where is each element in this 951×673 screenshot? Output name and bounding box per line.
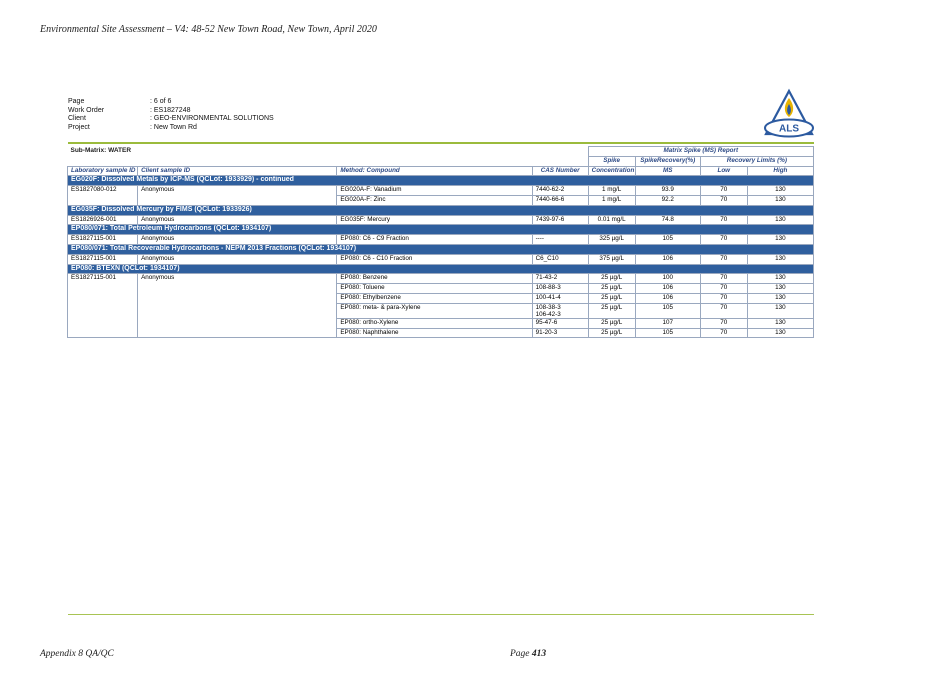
method-compound: EP080: Ethylbenzene <box>337 293 532 303</box>
header-divider <box>68 142 814 144</box>
footer-divider <box>68 614 814 615</box>
meta-key: Page <box>68 98 85 105</box>
section-title: EP080/071: Total Petroleum Hydrocarbons (QCLot: 1934107) <box>68 225 814 235</box>
spike-concentration: 1 mg/L <box>588 195 635 205</box>
spike-concentration: 25 µg/L <box>588 318 635 328</box>
section-title: EG035F: Dissolved Mercury by FIMS (QCLot: 1933926) <box>68 205 814 215</box>
table-row <box>68 235 814 245</box>
cas-number <box>532 328 588 338</box>
section-header-row <box>68 205 814 215</box>
cas-number <box>532 186 588 196</box>
cas-value-2: 106-42-3 <box>535 310 561 318</box>
col-ms: MS <box>635 166 700 176</box>
group-spike: Spike <box>588 156 635 166</box>
col-method-compound: Method: Compound <box>337 166 532 176</box>
meta-key: Work Order <box>68 106 105 114</box>
recovery-limit-low: 70 <box>700 254 747 264</box>
spike-recovery-ms: 105 <box>635 303 700 318</box>
client-sample-id: Anonymous <box>138 215 337 225</box>
report-meta <box>68 98 274 132</box>
meta-key: Client <box>68 115 86 123</box>
section-header-row <box>68 264 814 274</box>
method-compound: EG020A-F: Vanadium <box>337 186 532 196</box>
footer-appendix: Appendix 8 QA/QC <box>40 649 114 659</box>
table-row <box>68 254 814 264</box>
recovery-limit-high: 130 <box>747 318 813 328</box>
meta-value: : New Town Rd <box>150 123 197 131</box>
lab-sample-id: ES1827115-001 <box>68 235 138 245</box>
recovery-limit-high: 130 <box>747 303 813 318</box>
meta-row-client <box>68 115 274 124</box>
cas-value: 108-88-3 <box>535 284 561 292</box>
cas-number <box>532 215 588 225</box>
recovery-limit-high: 130 <box>747 293 813 303</box>
recovery-limit-low: 70 <box>700 195 747 205</box>
spike-recovery-ms: 105 <box>635 235 700 245</box>
cas-number <box>532 235 588 245</box>
spike-concentration: 375 µg/L <box>588 254 635 264</box>
recovery-limit-high: 130 <box>747 328 813 338</box>
spike-concentration: 1 mg/L <box>588 186 635 196</box>
meta-row-project <box>68 124 274 133</box>
recovery-limit-low: 70 <box>700 318 747 328</box>
spike-concentration: 25 µg/L <box>588 274 635 284</box>
cas-number <box>532 274 588 284</box>
method-compound: EP080: ortho-Xylene <box>337 318 532 328</box>
recovery-limit-low: 70 <box>700 235 747 245</box>
section-title: EP080/071: Total Recoverable Hydrocarbons - NEPM 2013 Fractions (QCLot: 1934107) <box>68 244 814 254</box>
spike-concentration: 25 µg/L <box>588 293 635 303</box>
section-header-row <box>68 244 814 254</box>
section-title: EG020F: Dissolved Metals by ICP-MS (QCLot: 1933929) - continued <box>68 176 814 186</box>
section-title: EP080: BTEXN (QCLot: 1934107) <box>68 264 814 274</box>
col-concentration: Concentration <box>588 166 635 176</box>
cas-number <box>532 195 588 205</box>
spike-recovery-ms: 106 <box>635 254 700 264</box>
lab-sample-id: ES1826926-001 <box>68 215 138 225</box>
sub-matrix-label: Sub-Matrix: WATER <box>70 146 132 154</box>
matrix-spike-table <box>67 146 814 338</box>
table-row <box>68 274 814 284</box>
meta-row-work-order <box>68 107 274 116</box>
group-recovery: SpikeRecovery(%) <box>635 156 700 166</box>
meta-value: : GEO-ENVIRONMENTAL SOLUTIONS <box>150 115 274 123</box>
recovery-limit-low: 70 <box>700 186 747 196</box>
cas-number <box>532 318 588 328</box>
col-lab-sample-id: Laboratory sample ID <box>68 166 138 176</box>
col-cas-number: CAS Number <box>532 166 588 176</box>
meta-value: : 6 of 6 <box>150 98 172 105</box>
cas-value: 71-43-2 <box>535 274 558 282</box>
meta-row-page <box>68 98 274 107</box>
cas-number <box>532 284 588 294</box>
cas-value: 7440-62-2 <box>535 186 565 194</box>
spike-recovery-ms: 93.9 <box>635 186 700 196</box>
spike-concentration: 25 µg/L <box>588 328 635 338</box>
section-header-row <box>68 176 814 186</box>
lab-sample-id: ES1827115-001 <box>68 274 138 338</box>
lab-sample-id: ES1827115-001 <box>68 254 138 264</box>
table-row <box>68 215 814 225</box>
col-client-sample-id: Client sample ID <box>138 166 337 176</box>
method-compound: EP080: C6 - C10 Fraction <box>337 254 532 264</box>
spike-recovery-ms: 107 <box>635 318 700 328</box>
recovery-limit-high: 130 <box>747 186 813 196</box>
spike-recovery-ms: 106 <box>635 293 700 303</box>
meta-key: Project <box>68 123 90 131</box>
table-row <box>68 186 814 196</box>
method-compound: EP080: C6 - C9 Fraction <box>337 235 532 245</box>
cas-value: 7440-66-6 <box>535 195 565 203</box>
spike-concentration: 25 µg/L <box>588 284 635 294</box>
recovery-limit-low: 70 <box>700 328 747 338</box>
footer-page-number: Page 413 <box>510 649 547 659</box>
client-sample-id: Anonymous <box>138 235 337 245</box>
method-compound: EP080: meta- & para-Xylene <box>337 303 532 318</box>
header-row-1 <box>68 147 814 157</box>
recovery-limit-high: 130 <box>747 254 813 264</box>
recovery-limit-low: 70 <box>700 274 747 284</box>
method-compound: EG035F: Mercury <box>337 215 532 225</box>
recovery-limit-high: 130 <box>747 195 813 205</box>
cas-value: ---- <box>535 235 544 243</box>
header-row-2 <box>68 156 814 166</box>
client-sample-id: Anonymous <box>138 254 337 264</box>
cas-number <box>532 293 588 303</box>
cas-number <box>532 303 588 318</box>
spike-concentration: 325 µg/L <box>588 235 635 245</box>
recovery-limit-low: 70 <box>700 293 747 303</box>
spike-concentration: 0.01 mg/L <box>588 215 635 225</box>
recovery-limit-high: 130 <box>747 235 813 245</box>
cas-value: 95-47-6 <box>535 318 558 326</box>
spike-recovery-ms: 100 <box>635 274 700 284</box>
cas-value: 108-38-3 <box>535 303 561 311</box>
als-logo-icon <box>763 88 815 138</box>
meta-value: : ES1827248 <box>150 106 191 114</box>
recovery-limit-high: 130 <box>747 284 813 294</box>
column-header-row <box>68 166 814 176</box>
document-header: Environmental Site Assessment – V4: 48-52 New Town Road, New Town, April 2020 <box>40 24 377 35</box>
recovery-limit-low: 70 <box>700 215 747 225</box>
method-compound: EG020A-F: Zinc <box>337 195 532 205</box>
cas-value: 91-20-3 <box>535 328 558 336</box>
report-title: Matrix Spike (MS) Report <box>588 147 813 157</box>
client-sample-id: Anonymous <box>138 186 337 206</box>
recovery-limit-low: 70 <box>700 303 747 318</box>
spike-recovery-ms: 74.8 <box>635 215 700 225</box>
group-limits: Recovery Limits (%) <box>700 156 813 166</box>
method-compound: EP080: Naphthalene <box>337 328 532 338</box>
method-compound: EP080: Benzene <box>337 274 532 284</box>
col-low: Low <box>700 166 747 176</box>
section-header-row <box>68 225 814 235</box>
spike-recovery-ms: 92.2 <box>635 195 700 205</box>
cas-number <box>532 254 588 264</box>
col-high: High <box>747 166 813 176</box>
spike-recovery-ms: 106 <box>635 284 700 294</box>
lab-sample-id: ES1827080-012 <box>68 186 138 206</box>
cas-value: 7439-97-6 <box>535 215 565 223</box>
logo-text: ALS <box>779 123 799 135</box>
cas-value: 100-41-4 <box>535 293 561 301</box>
cas-value: C6_C10 <box>535 254 559 262</box>
client-sample-id: Anonymous <box>138 274 337 338</box>
recovery-limit-high: 130 <box>747 274 813 284</box>
method-compound: EP080: Toluene <box>337 284 532 294</box>
spike-recovery-ms: 105 <box>635 328 700 338</box>
recovery-limit-low: 70 <box>700 284 747 294</box>
spike-concentration: 25 µg/L <box>588 303 635 318</box>
recovery-limit-high: 130 <box>747 215 813 225</box>
